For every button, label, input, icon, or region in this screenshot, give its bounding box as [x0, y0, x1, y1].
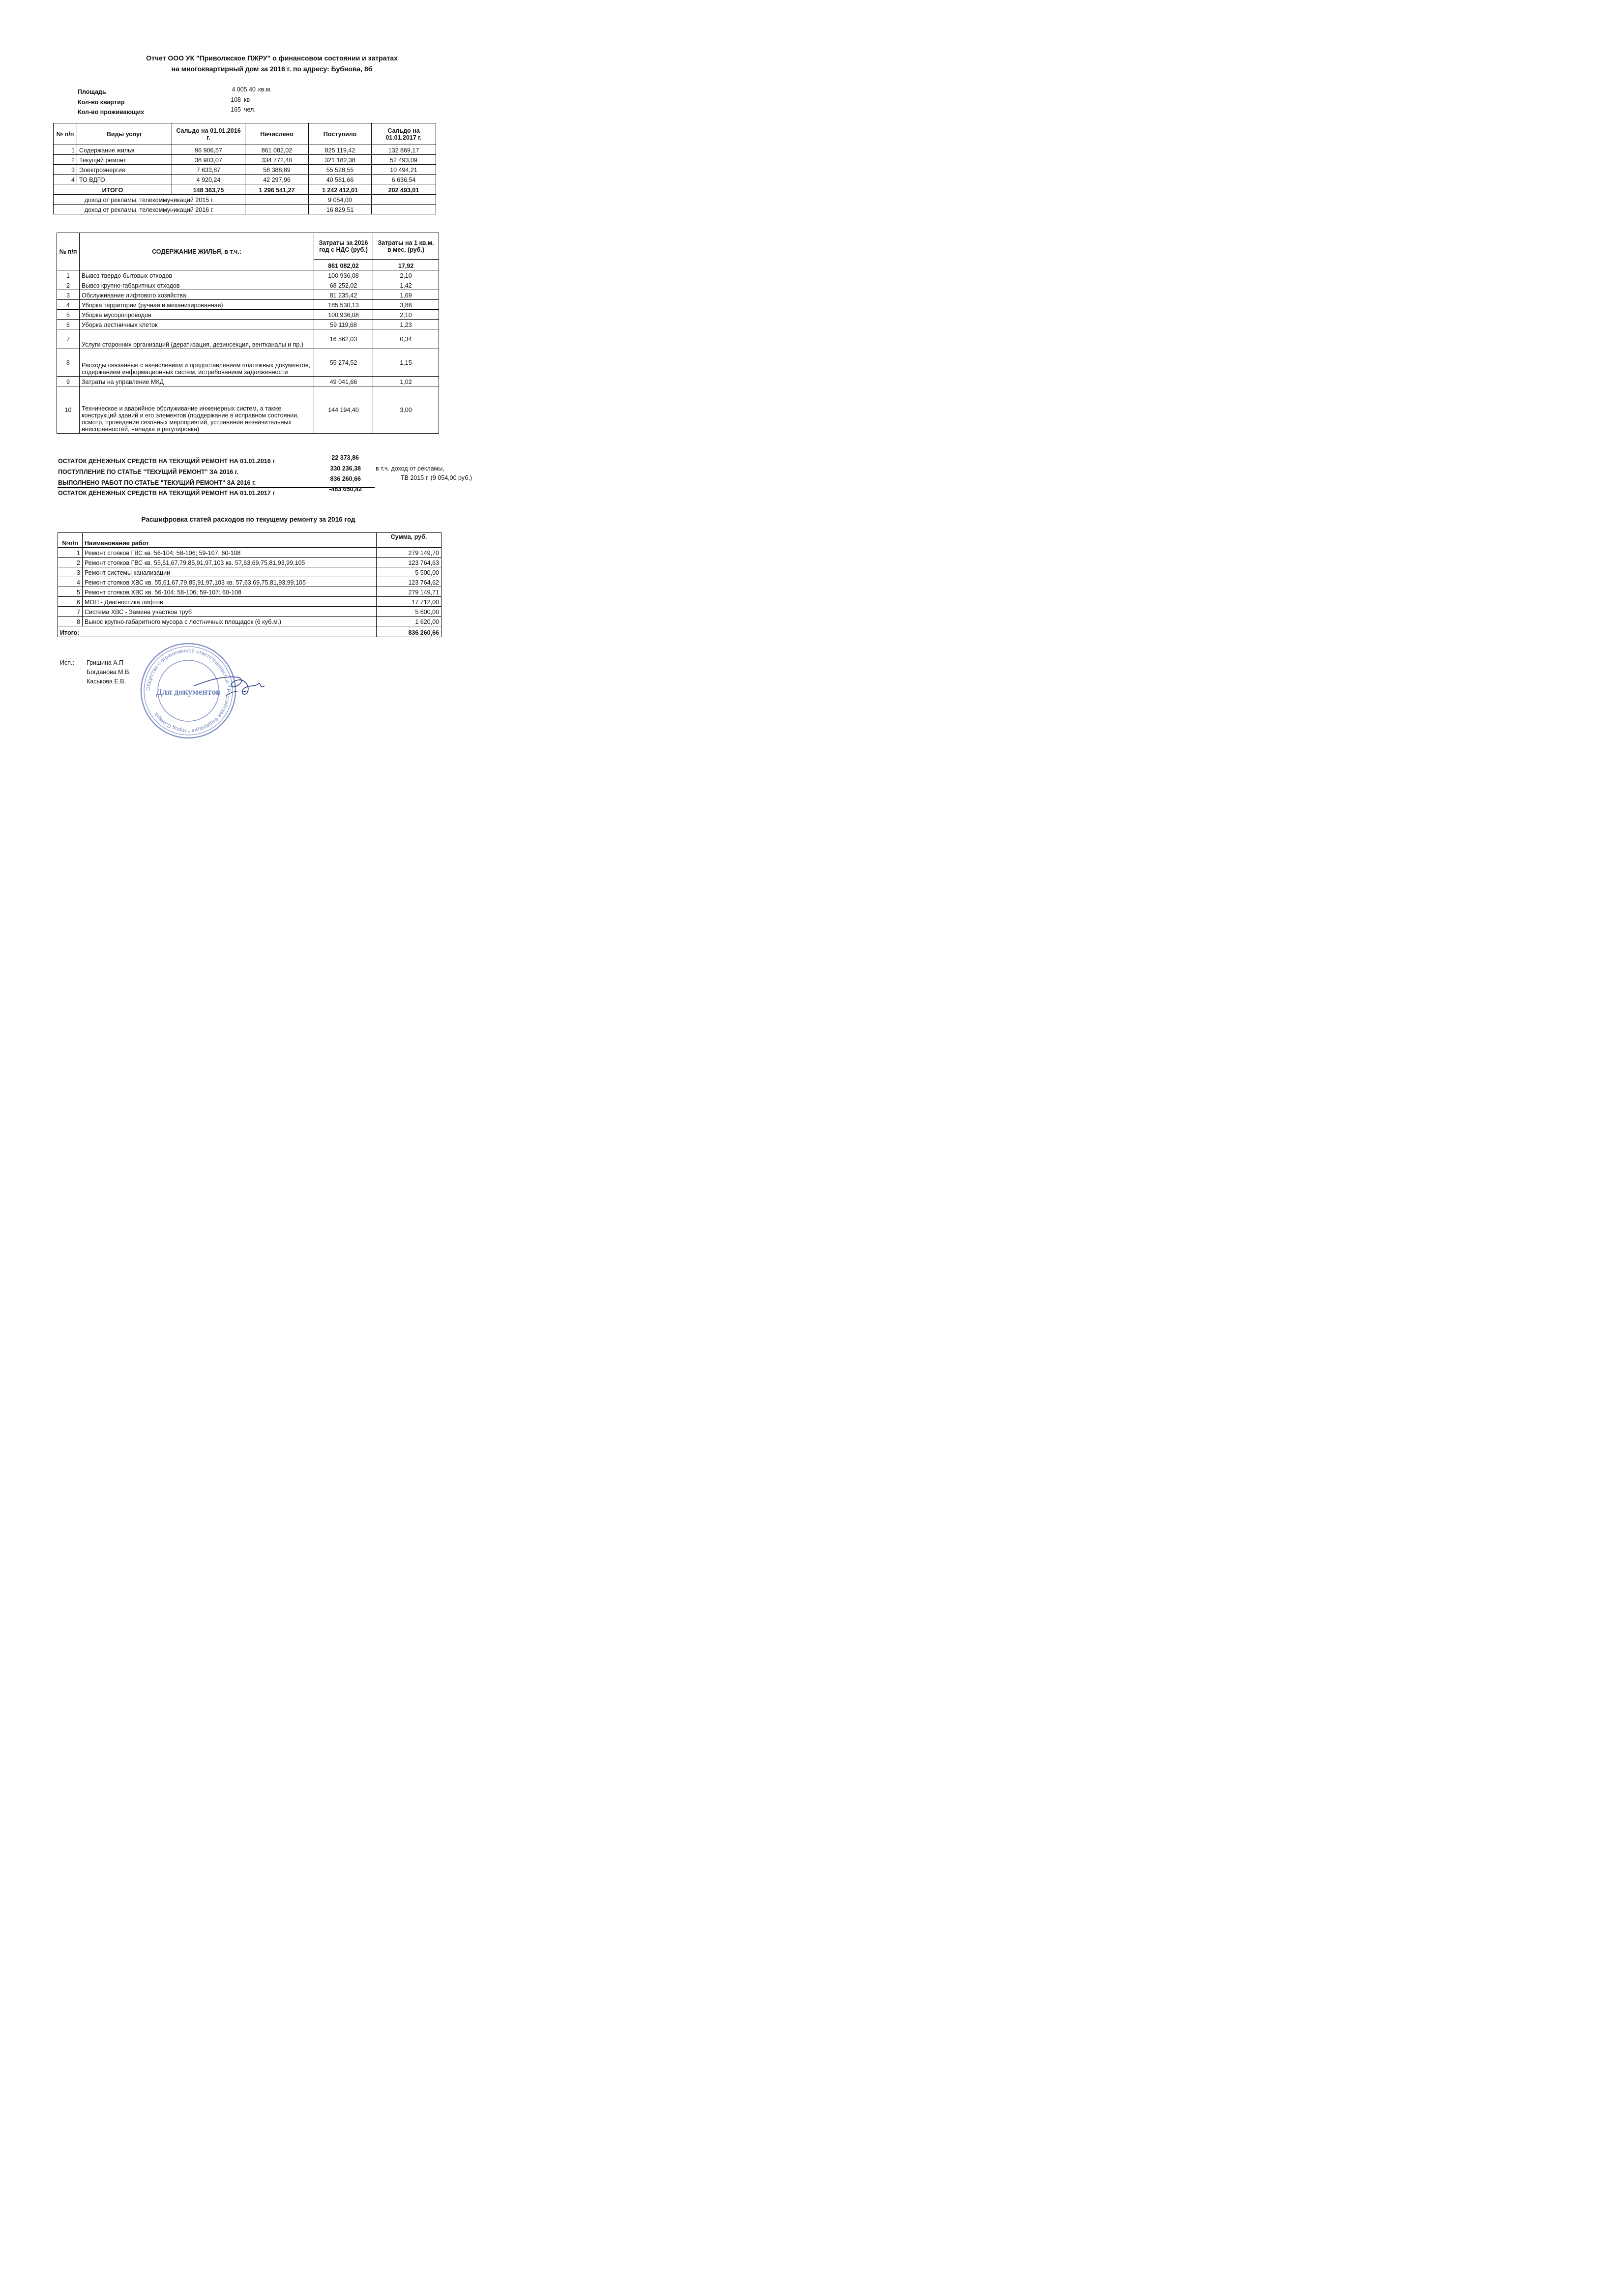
repair-summary-label: ПОСТУПЛЕНИЕ ПО СТАТЬЕ "ТЕКУЩИЙ РЕМОНТ" ЗА 2016 г.: [58, 469, 239, 475]
cell: [372, 195, 436, 205]
cell: Услуги сторонних организаций (дератизация, дезинсекция, вентканалы и пр.): [80, 329, 314, 349]
advertising-note-line2: ТВ 2015 г. (9 054,00 руб.): [401, 474, 472, 481]
cell: 334 772,40: [245, 155, 309, 165]
cell: 4: [58, 577, 83, 587]
report-title-line2: на многоквартирный дом за 2016 г. по адресу: Бубнова, 8б: [171, 65, 373, 73]
cell: 7: [57, 329, 80, 349]
cell: Система ХВС - Замена участков труб: [83, 607, 377, 617]
cell: 4 920,24: [172, 175, 245, 184]
cell: Обслуживание лифтового хозяйства: [80, 290, 314, 300]
cell: 2: [54, 155, 77, 165]
apartments-unit: кв: [244, 96, 250, 103]
cell: 123 764,62: [377, 577, 442, 587]
extra-label: доход от рекламы, телекоммуникаций 2015 г.: [54, 195, 245, 205]
cell: 7: [58, 607, 83, 617]
col-header: Сумма, руб.: [377, 533, 442, 548]
table-header-row: [57, 233, 439, 260]
table-row: [57, 270, 439, 280]
cell: 8: [57, 349, 80, 377]
cell: 861 082,02: [245, 145, 309, 155]
cell: [372, 205, 436, 214]
extra-row: [54, 205, 436, 214]
cell: 6 636,54: [372, 175, 436, 184]
col-header: № п/п: [54, 123, 77, 145]
cell: 8: [58, 617, 83, 626]
cell: 132 869,17: [372, 145, 436, 155]
total-cost: 861 082,02: [314, 260, 373, 270]
cell: 5: [57, 310, 80, 320]
cell: 55 274,52: [314, 349, 373, 377]
cell: [245, 195, 309, 205]
table-row: [57, 377, 439, 386]
cell: 1,69: [373, 290, 439, 300]
table-row: [58, 548, 442, 558]
cell: 1: [58, 548, 83, 558]
cell: 0,34: [373, 329, 439, 349]
executor-name: Гришина А.П: [87, 659, 124, 666]
col-header: Сальдо на 01.01.2016 г.: [172, 123, 245, 145]
cell: Расходы связанные с начислением и предоставлением платежных документов, содержанием информационных систем, истребованием задолженности: [80, 349, 314, 377]
executors-label: Исп.:: [60, 659, 74, 666]
total-cell: 1 296 541,27: [245, 184, 309, 195]
cell: 3: [54, 165, 77, 175]
cell: 825 119,42: [309, 145, 372, 155]
col-header: №п/п: [58, 533, 83, 548]
table-row: [58, 567, 442, 577]
col-header: № п/п: [57, 233, 80, 270]
cell: 279 149,70: [377, 548, 442, 558]
cell: 5: [58, 587, 83, 597]
table-row: [58, 597, 442, 607]
table-header-row: [54, 123, 436, 145]
repair-summary-label: ВЫПОЛНЕНО РАБОТ ПО СТАТЬЕ "ТЕКУЩИЙ РЕМОНТ" ЗА 2016 г.: [58, 479, 256, 486]
cell: Ремонт системы канализации: [83, 567, 377, 577]
table-row: [54, 155, 436, 165]
executor-name: Каськова Е.В.: [87, 678, 126, 685]
housing-costs-table: [57, 233, 439, 434]
cell: 3,00: [373, 386, 439, 434]
cell: МОП - Диагностика лифтов: [83, 597, 377, 607]
cell: 321 182,38: [309, 155, 372, 165]
total-rate: 17,92: [373, 260, 439, 270]
cell: 6: [58, 597, 83, 607]
cell: Ремонт стояков ГВС кв. 56-104; 58-106; 59-107; 60-108: [83, 548, 377, 558]
cell: 17 712,00: [377, 597, 442, 607]
table-row: [57, 349, 439, 377]
table-row: [58, 607, 442, 617]
cell: 1,23: [373, 320, 439, 329]
apartments-label: Кол-во квартир: [78, 99, 125, 106]
cell: 7 633,87: [172, 165, 245, 175]
repair-summary-label: ОСТАТОК ДЕНЕЖНЫХ СРЕДСТВ НА ТЕКУЩИЙ РЕМОНТ НА 01.01.2016 г: [58, 458, 275, 465]
executor-name: Богданова М.В.: [87, 669, 131, 676]
table-row: [54, 175, 436, 184]
cell: 2: [57, 280, 80, 290]
residents-unit: чел.: [244, 106, 256, 113]
cell: Содержание жилья: [77, 145, 172, 155]
stamp-ring-text: Общество с ограниченной ответственностью * Российская Федерация * город Самара: [145, 648, 232, 734]
repair-summary-value: 330 236,38: [330, 465, 361, 472]
services-table: [53, 123, 436, 214]
total-row: [54, 184, 436, 195]
extra-label: доход от рекламы, телекоммуникаций 2016 г.: [54, 205, 245, 214]
cell: Вынос крупно-габаритного мусора с лестничных площадок (6 куб.м.): [83, 617, 377, 626]
col-header: Сальдо на 01.01.2017 г.: [372, 123, 436, 145]
repair-summary-value: 22 373,86: [331, 454, 359, 461]
table-row: [58, 577, 442, 587]
cell: 185 530,13: [314, 300, 373, 310]
cell: 4: [57, 300, 80, 310]
cell: 58 388,89: [245, 165, 309, 175]
cell: Ремонт стояков ГВС кв. 55,61,67,79,85,91,97,103 кв. 57,63,69,75,81,93,99,105: [83, 558, 377, 567]
repair-breakdown-table: [58, 532, 442, 637]
table-row: [57, 386, 439, 434]
cell: 100 936,08: [314, 310, 373, 320]
col-header: Поступило: [309, 123, 372, 145]
residents-label: Кол-во проживающих: [78, 109, 145, 116]
cell: 144 194,40: [314, 386, 373, 434]
total-cell: 202 493,01: [372, 184, 436, 195]
cell: 6: [57, 320, 80, 329]
residents-value: 165: [231, 106, 241, 113]
table-row: [58, 587, 442, 597]
col-header: Затраты на 1 кв.м. в мес. (руб.): [373, 233, 439, 260]
cell: 1,15: [373, 349, 439, 377]
cell: 16 562,03: [314, 329, 373, 349]
cell: Уборка лестничных клеток: [80, 320, 314, 329]
cell: 4: [54, 175, 77, 184]
cell: 10 494,21: [372, 165, 436, 175]
table-row: [57, 280, 439, 290]
col-header: СОДЕРЖАНИЕ ЖИЛЬЯ, в т.ч.:: [80, 233, 314, 270]
area-value: 4 005,40: [232, 86, 256, 93]
table-row: [57, 329, 439, 349]
cell: 55 528,55: [309, 165, 372, 175]
cell: 59 119,68: [314, 320, 373, 329]
cell: Уборка территории (ручная и механизированная): [80, 300, 314, 310]
total-row: [58, 626, 442, 637]
report-title-line1: Отчет ООО УК "Приволжское ПЖРУ" о финансовом состоянии и затратах: [146, 54, 398, 62]
cell: Вывоз твердо-бытовых отходов: [80, 270, 314, 280]
table-row: [54, 145, 436, 155]
cell: 40 581,66: [309, 175, 372, 184]
cell: 1: [54, 145, 77, 155]
cell: 81 235,42: [314, 290, 373, 300]
table-row: [58, 558, 442, 567]
repair-summary-value: 836 260,66: [330, 475, 361, 482]
cell: 2,10: [373, 310, 439, 320]
cell: Электроэнергия: [77, 165, 172, 175]
cell: Текущий ремонт: [77, 155, 172, 165]
col-header: Наименование работ: [83, 533, 377, 548]
col-header: Виды услуг: [77, 123, 172, 145]
stamp-center-text: Для документов: [156, 687, 221, 697]
area-label: Площадь: [78, 88, 106, 95]
table-row: [54, 165, 436, 175]
cell: 38 903,07: [172, 155, 245, 165]
table-row: [57, 310, 439, 320]
cell: 1 620,00: [377, 617, 442, 626]
cell: 5 600,00: [377, 607, 442, 617]
extra-value: 9 054,00: [309, 195, 372, 205]
cell: 3: [58, 567, 83, 577]
col-header: Начислено: [245, 123, 309, 145]
area-unit: кв.м.: [258, 86, 272, 93]
table-row: [58, 617, 442, 626]
col-header: Затраты за 2016 год с НДС (руб.): [314, 233, 373, 260]
cell: 3: [57, 290, 80, 300]
extra-row: [54, 195, 436, 205]
cell: 1: [57, 270, 80, 280]
cell: Вывоз крупно-габаритных отходов: [80, 280, 314, 290]
cell: Ремонт стояков ХВС кв. 56-104; 58-106; 59-107; 60-108: [83, 587, 377, 597]
cell: 2: [58, 558, 83, 567]
table-header-row: [58, 533, 442, 548]
total-label: Итого:: [58, 626, 377, 637]
cell: Техническое и аварийное обслуживание инженерных систем, а также конструкций зданий и его элементов (поддержание в исправном состоянии, осмотр, проведение сезонных мероприятий, устранение незначительных неисправностей, наладка и регулировка): [80, 386, 314, 434]
cell: 123 764,63: [377, 558, 442, 567]
cell: 5 500,00: [377, 567, 442, 577]
cell: ТО ВДГО: [77, 175, 172, 184]
cell: [245, 205, 309, 214]
total-cell: 1 242 412,01: [309, 184, 372, 195]
cell: 2,10: [373, 270, 439, 280]
repair-breakdown-title: Расшифровка статей расходов по текущему ремонту за 2016 год: [141, 516, 355, 523]
table-row: [57, 290, 439, 300]
total-cell: 148 363,75: [172, 184, 245, 195]
total-label: ИТОГО: [54, 184, 172, 195]
repair-summary-label: ОСТАТОК ДЕНЕЖНЫХ СРЕДСТВ НА ТЕКУЩИЙ РЕМОНТ НА 01.01.2017 г: [58, 490, 275, 497]
signature: [192, 666, 270, 706]
cell: Уборка мусоропроводов: [80, 310, 314, 320]
cell: Ремонт стояков ХВС кв. 55,61,67,79,85,91,97,103 кв. 57,63,69,75,81,93,99,105: [83, 577, 377, 587]
cell: 42 297,96: [245, 175, 309, 184]
cell: 49 041,66: [314, 377, 373, 386]
table-row: [57, 300, 439, 310]
cell: 1,02: [373, 377, 439, 386]
cell: 279 149,71: [377, 587, 442, 597]
apartments-value: 108: [231, 96, 241, 103]
cell: 10: [57, 386, 80, 434]
cell: 9: [57, 377, 80, 386]
cell: 96 906,57: [172, 145, 245, 155]
repair-summary-value: -483 650,42: [329, 486, 362, 493]
cell: 68 252,02: [314, 280, 373, 290]
cell: 1,42: [373, 280, 439, 290]
cell: Затраты на управление МКД: [80, 377, 314, 386]
cell: 52 493,09: [372, 155, 436, 165]
cell: 3,86: [373, 300, 439, 310]
table-row: [57, 320, 439, 329]
extra-value: 16 829,51: [309, 205, 372, 214]
cell: 100 936,08: [314, 270, 373, 280]
advertising-note-line1: в т.ч. доход от рекламы,: [376, 465, 444, 472]
total-value: 836 260,66: [377, 626, 442, 637]
